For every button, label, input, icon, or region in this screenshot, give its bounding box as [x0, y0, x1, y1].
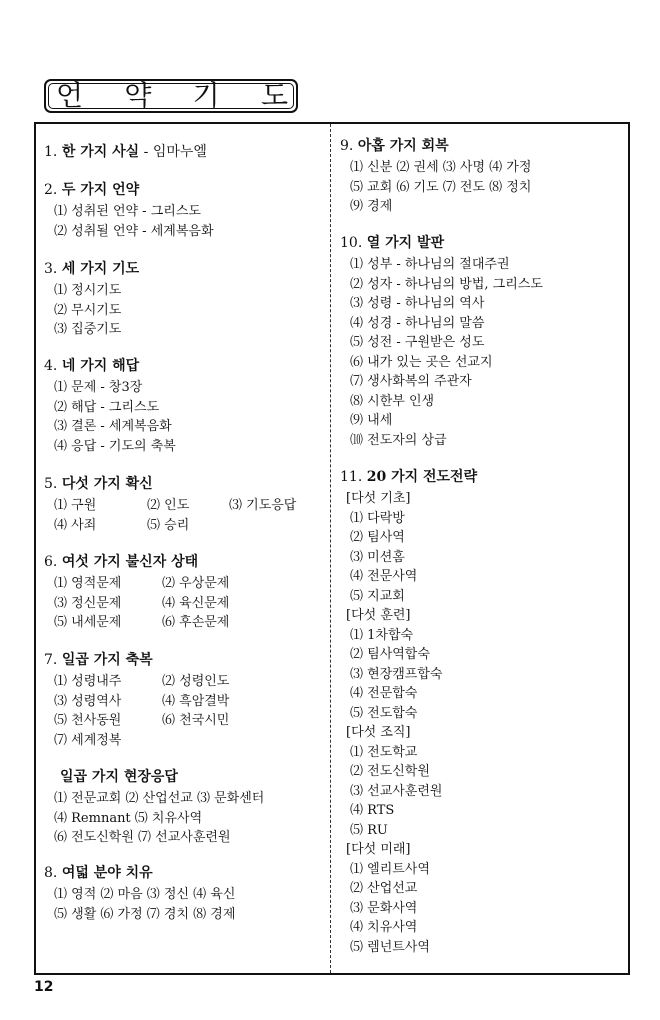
- title-char: 언: [56, 79, 84, 112]
- title-box: [44, 79, 298, 113]
- list-item: ⑴ 구원: [54, 498, 97, 513]
- list-item: ⑷ 육신문제: [162, 595, 230, 611]
- title-char: 약: [124, 79, 152, 112]
- title-char: 도: [260, 79, 288, 112]
- list-item: ⑶ 기도응답: [229, 498, 297, 513]
- list-item: ⑴ 엘리트사역: [350, 861, 430, 877]
- section-title: 4. 네 가지 해답: [44, 358, 140, 374]
- column-divider: [330, 124, 331, 973]
- list-item: ⑸ 렘넌트사역: [350, 939, 430, 955]
- list-item: ⑵ 전도신학원: [350, 764, 430, 779]
- list-item: ⑷ 전문사역: [350, 569, 418, 584]
- list-row: [44, 594, 326, 614]
- list-item: ⑶ 문화사역: [350, 900, 418, 916]
- page-title: [46, 81, 296, 111]
- list-item: ⑸ 내세문제: [54, 615, 122, 630]
- list-item: ⑷ 사죄: [54, 517, 97, 533]
- list-item: ⑻ 시한부 인생: [350, 393, 435, 409]
- section-7-field: [44, 765, 326, 848]
- list-item: ⑵ 무시기도: [54, 302, 122, 318]
- list-item: ⑺ 생사화복의 주관자: [350, 374, 472, 389]
- section-title: 1. 한 가지 사실 - 임마누엘: [44, 144, 207, 160]
- list-row: [44, 672, 326, 692]
- section-8: [44, 861, 326, 924]
- page-number: 12: [34, 979, 54, 995]
- list-item: ⑸ 교회 ⑹ 기도 ⑺ 전도 ⑻ 정치: [350, 179, 532, 195]
- list-item: ⑶ 선교사훈련원: [350, 783, 443, 799]
- list-row: [44, 496, 326, 516]
- section-title: 9. 아홉 가지 회복: [340, 138, 449, 154]
- section-title: 2. 두 가지 언약: [44, 182, 140, 198]
- list-item: ⑴ 문제 - 창3장: [54, 380, 143, 395]
- section-title: 3. 세 가지 기도: [44, 261, 140, 277]
- list-item: ⑶ 집중기도: [54, 322, 122, 337]
- group-label: [다섯 미래]: [346, 842, 411, 857]
- list-row: [44, 613, 326, 633]
- list-item: ⑷ RTS: [350, 803, 395, 818]
- section-10: [340, 231, 622, 450]
- list-item: ⑴ 영적 ⑵ 마음 ⑶ 정신 ⑷ 육신: [54, 887, 236, 902]
- list-item: ⑵ 성령인도: [162, 674, 230, 689]
- section-5: [44, 472, 326, 535]
- group-label: [다섯 기초]: [346, 491, 411, 506]
- list-item: ⑶ 정신문제: [54, 595, 122, 611]
- list-item: ⑷ 전문합숙: [350, 686, 418, 701]
- list-item: ⑷ Remnant ⑸ 치유사역: [54, 810, 203, 826]
- list-item: ⑵ 성취될 언약 - 세계복음화: [54, 223, 214, 239]
- title-char: 기: [192, 79, 220, 112]
- list-item: ⑴ 성부 - 하나님의 절대주권: [350, 257, 510, 272]
- list-item: ⑵ 인도: [147, 498, 190, 513]
- list-item: ⑸ 성전 - 구원받은 성도: [350, 335, 485, 350]
- list-item: ⑵ 산업선교: [350, 881, 418, 896]
- list-item: ⑴ 다락방: [350, 510, 405, 526]
- section-11: [340, 465, 622, 957]
- list-item: ⑸ RU: [350, 822, 388, 838]
- list-item: ⑵ 팀사역: [350, 530, 405, 545]
- list-row: [44, 692, 326, 712]
- list-item: ⑷ 치유사역: [350, 920, 418, 935]
- list-item: ⑶ 현장캠프합숙: [350, 666, 443, 682]
- list-item: ⑶ 미션홈: [350, 549, 405, 565]
- list-item: ⑴ 정시기도: [54, 283, 122, 298]
- list-row: [44, 574, 326, 594]
- list-item: ⑴ 영적문제: [54, 576, 122, 591]
- list-item: ⑼ 내세: [350, 413, 393, 428]
- list-item: ⑷ 흑암결박: [162, 693, 230, 709]
- list-item: ⑸ 천사동원: [54, 713, 122, 728]
- list-item: ⑵ 우상문제: [162, 576, 230, 591]
- list-row: [44, 711, 326, 731]
- list-item: ⑶ 결론 - 세계복음화: [54, 419, 172, 434]
- section-title: 5. 다섯 가지 확신: [44, 476, 153, 492]
- section-title: 8. 여덟 분야 치유: [44, 865, 153, 881]
- list-item: ⑺ 세계정복: [54, 732, 122, 748]
- section-3: [44, 257, 326, 340]
- list-item: ⑸ 지교회: [350, 588, 405, 604]
- section-6: [44, 550, 326, 633]
- group-label: [다섯 조직]: [346, 725, 411, 740]
- list-item: ⑵ 해답 - 그리스도: [54, 399, 160, 415]
- list-item: ⑶ 성령 - 하나님의 역사: [350, 296, 485, 311]
- section-title: 일곱 가지 현장응답: [60, 769, 178, 785]
- section-title: 10. 열 가지 발판: [340, 235, 445, 251]
- list-item: ⑶ 성령역사: [54, 693, 122, 709]
- section-9: [340, 134, 622, 217]
- list-item: ⑷ 성경 - 하나님의 말씀: [350, 315, 485, 331]
- list-item: ⑴ 성령내주: [54, 674, 122, 689]
- section-title: 7. 일곱 가지 축복: [44, 652, 153, 668]
- group-label: [다섯 훈련]: [346, 608, 411, 623]
- section-4: [44, 354, 326, 456]
- section-1: [44, 140, 326, 164]
- list-item: ⑵ 팀사역합숙: [350, 647, 430, 662]
- section-2: [44, 178, 326, 241]
- section-title: 6. 여섯 가지 불신자 상태: [44, 554, 199, 570]
- list-item: ⑼ 경제: [350, 199, 393, 214]
- list-item: ⑷ 응답 - 기도의 축복: [54, 438, 176, 454]
- list-item: ⑴ 전문교회 ⑵ 산업선교 ⑶ 문화센터: [54, 791, 265, 806]
- list-item: ⑴ 1차합숙: [350, 627, 414, 643]
- list-item: ⑽ 전도자의 상급: [350, 432, 447, 448]
- list-item: ⑴ 성취된 언약 - 그리스도: [54, 204, 201, 219]
- list-item: ⑴ 신분 ⑵ 권세 ⑶ 사명 ⑷ 가정: [350, 160, 532, 175]
- list-item: ⑸ 승리: [147, 517, 190, 533]
- list-item: ⑹ 내가 있는 곳은 선교지: [350, 354, 493, 370]
- list-item: ⑹ 후손문제: [162, 615, 230, 630]
- list-item: ⑸ 전도합숙: [350, 705, 418, 721]
- list-item: ⑹ 천국시민: [162, 713, 230, 728]
- list-item: ⑵ 성자 - 하나님의 방법, 그리스도: [350, 276, 543, 292]
- list-item: ⑸ 생활 ⑹ 가정 ⑺ 경치 ⑻ 경제: [54, 906, 236, 922]
- list-item: ⑹ 전도신학원 ⑺ 선교사훈련원: [54, 830, 231, 845]
- list-row: [44, 516, 326, 536]
- section-7: [44, 648, 326, 750]
- section-title: 11. 20 가지 전도전략: [340, 469, 478, 485]
- list-item: ⑴ 전도학교: [350, 744, 418, 760]
